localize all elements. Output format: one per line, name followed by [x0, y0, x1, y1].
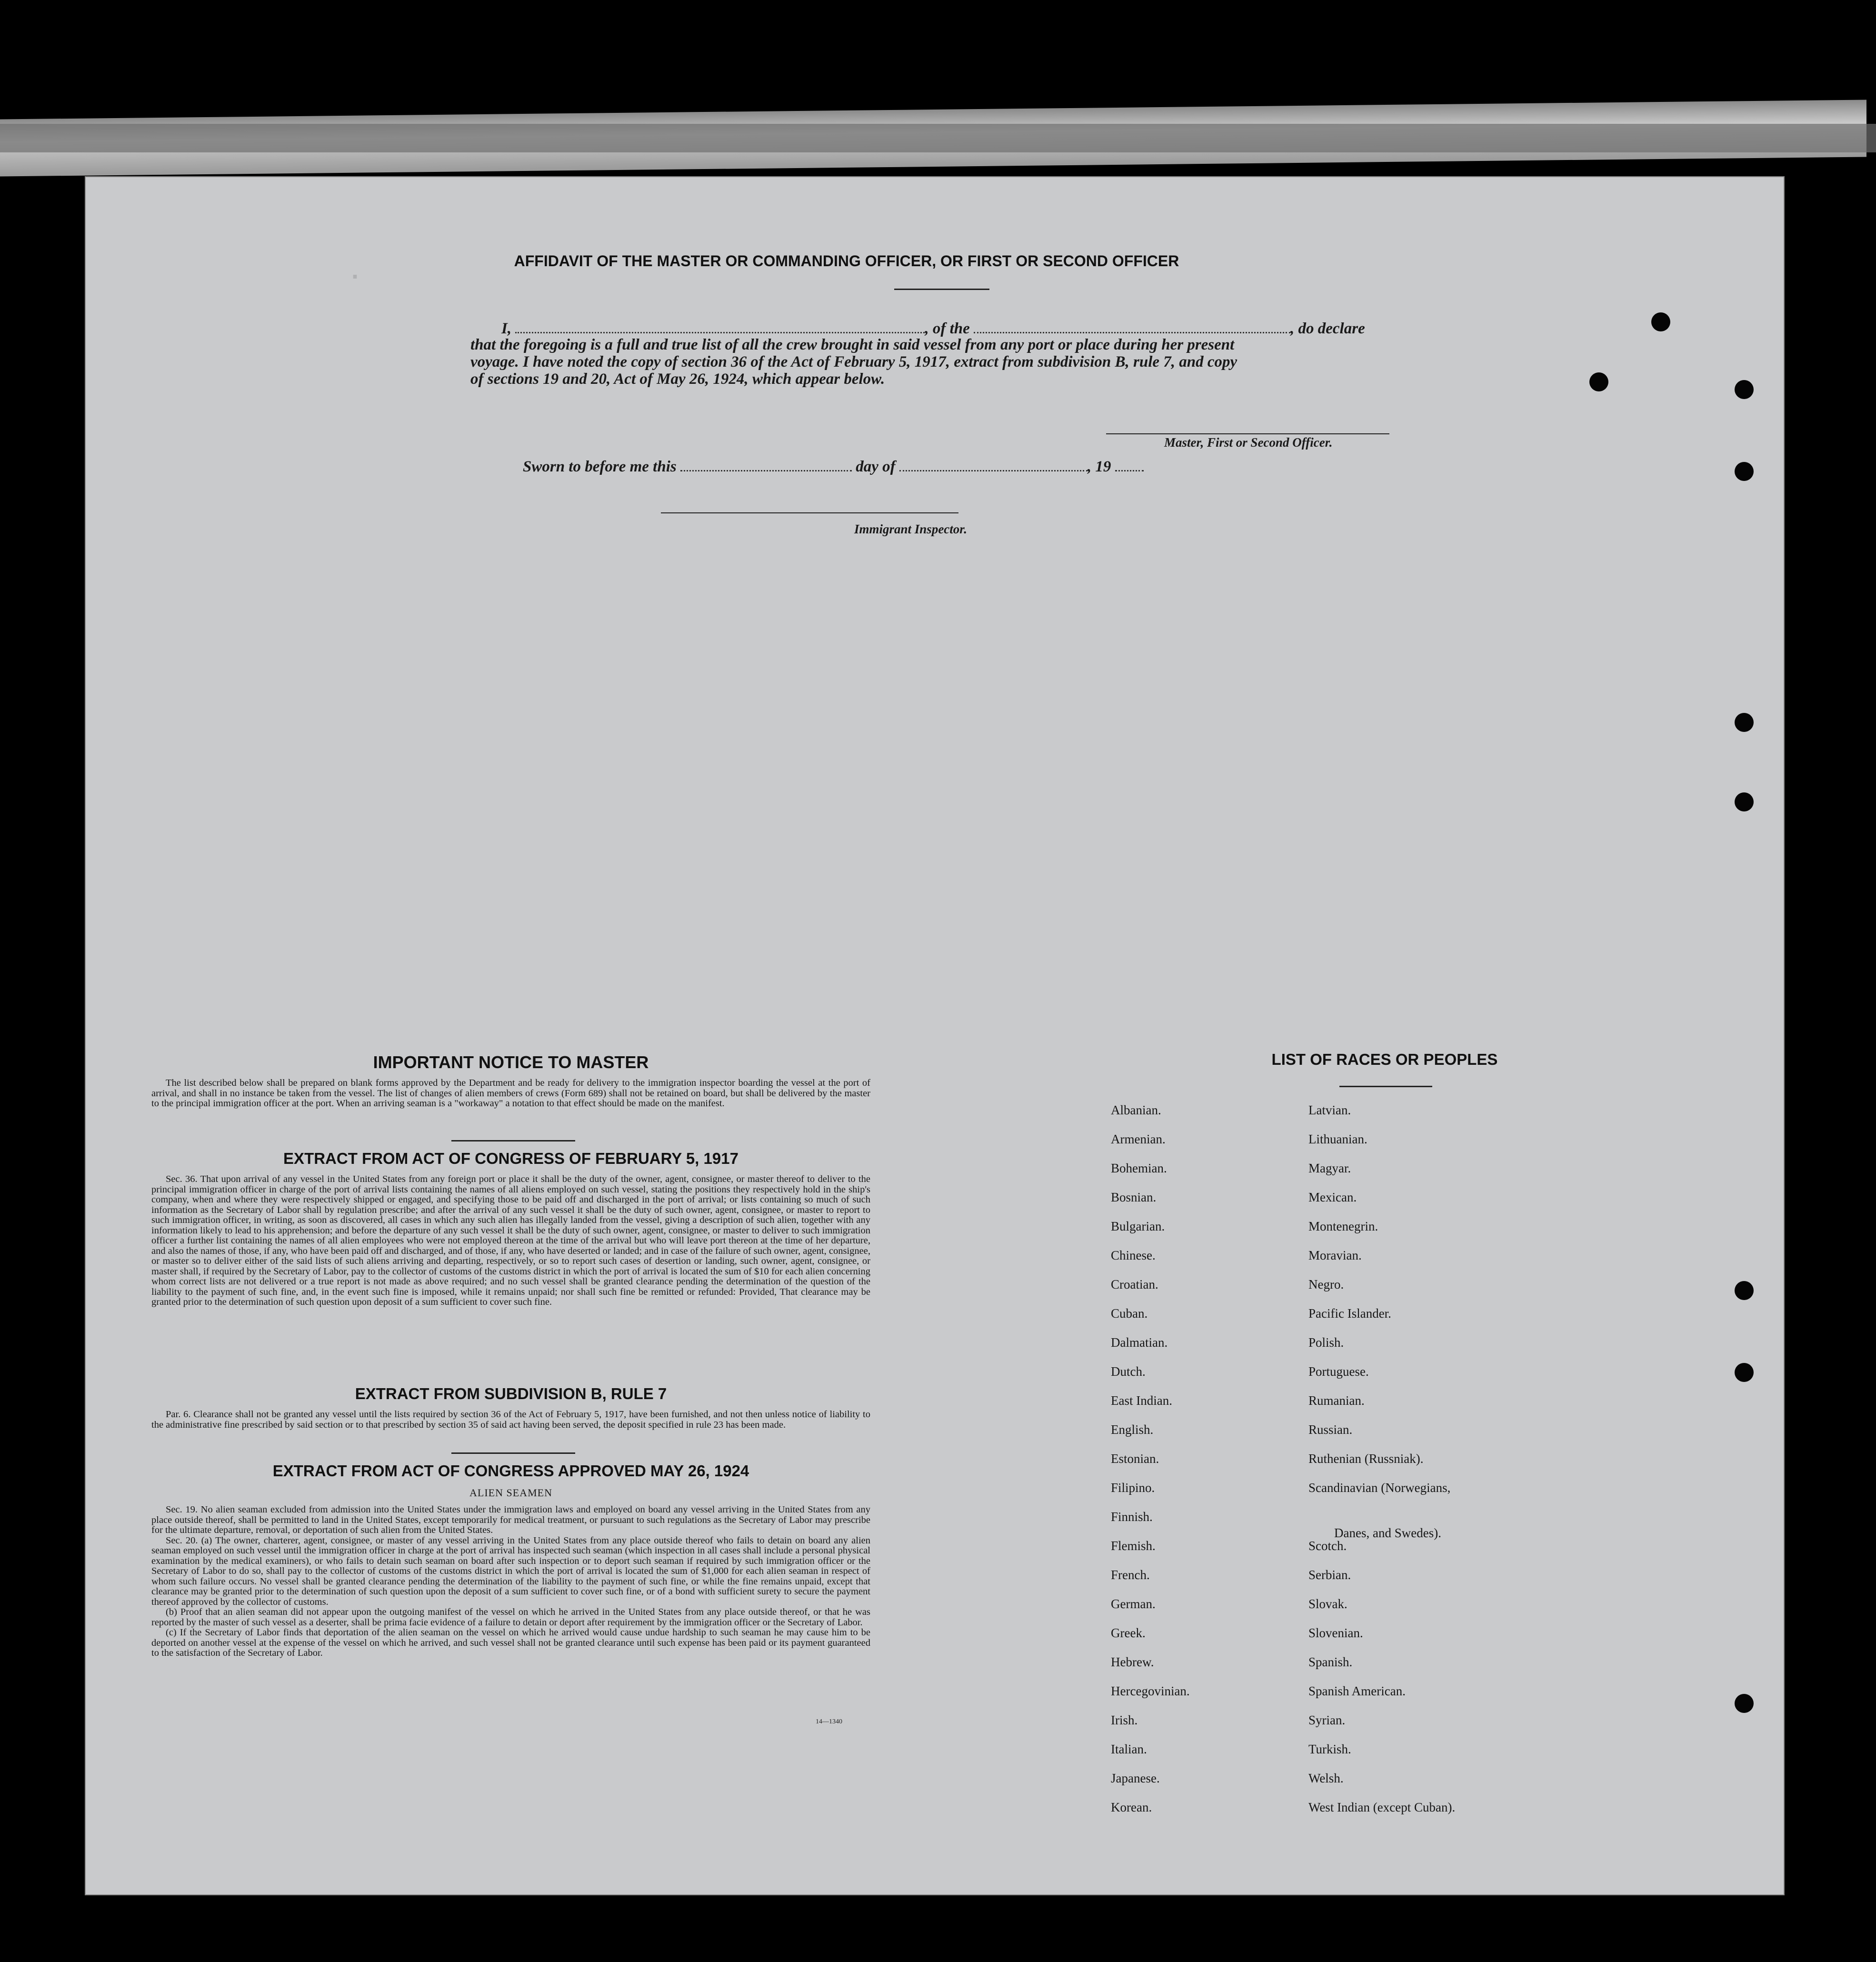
race-item: Dutch.	[1111, 1364, 1146, 1379]
race-item: Negro.	[1308, 1277, 1344, 1291]
race-item: Bulgarian.	[1111, 1219, 1165, 1233]
race-item: East Indian.	[1111, 1393, 1172, 1408]
binder-hole	[1735, 792, 1754, 811]
race-item: Polish.	[1308, 1335, 1344, 1350]
section-19: Sec. 19. No alien seaman excluded from admission into the United States under the immigration laws and employed on board any vessel arriving in the United States from any place outside thereof, shall be permitted to land in the United States, except temporarily for medical treatment, or pursuant to such regulations as the Secretary of Labor may prescribe for the ultimate departure, removal, or deportation of such alien from the United States.	[151, 1504, 870, 1535]
extract-1924-text	[151, 1505, 870, 1659]
extract-1917-title: EXTRACT FROM ACT OF CONGRESS OF FEBRUARY 5, 1917	[283, 1150, 738, 1167]
race-item: Mexican.	[1308, 1190, 1357, 1204]
document-page	[85, 176, 1785, 1895]
binder-hole	[1735, 1281, 1754, 1300]
divider	[451, 1452, 575, 1454]
race-item: Cuban.	[1111, 1306, 1148, 1321]
race-item: Spanish American.	[1308, 1684, 1406, 1698]
race-item: Turkish.	[1308, 1742, 1351, 1756]
notice-title: IMPORTANT NOTICE TO MASTER	[373, 1052, 649, 1072]
race-item: Russian.	[1308, 1422, 1353, 1437]
race-item: Welsh.	[1308, 1771, 1344, 1785]
master-signature-caption: Master, First or Second Officer.	[1164, 435, 1333, 450]
race-item: Ruthenian (Russniak).	[1308, 1451, 1424, 1466]
race-item: Magyar.	[1308, 1161, 1351, 1175]
race-item: Irish.	[1111, 1713, 1138, 1727]
race-item: Serbian.	[1308, 1568, 1351, 1582]
affidavit-title: AFFIDAVIT OF THE MASTER OR COMMANDING OFFICER, OR FIRST OR SECOND OFFICER	[514, 252, 1179, 270]
race-item: Filipino.	[1111, 1481, 1155, 1495]
bleed-through-mark: ·	[351, 262, 360, 291]
race-item: Hebrew.	[1111, 1655, 1154, 1669]
sworn-day-blank[interactable]	[680, 467, 852, 471]
race-item: Flemish.	[1111, 1539, 1156, 1553]
race-item: French.	[1111, 1568, 1150, 1582]
race-item: Hercegovinian.	[1111, 1684, 1190, 1698]
section-20b: (b) Proof that an alien seaman did not appear upon the outgoing manifest of the vessel on which he arrived in the United States from any place outside thereof, or that he was reported by the master of such vessel as a deserter, shall be prima facie evidence of a failure to detain or deport after requirement by the immigration officer or the Secretary of Labor.	[151, 1607, 870, 1628]
race-item: English.	[1111, 1422, 1154, 1437]
affidavit-line-2: that the foregoing is a full and true list of all the crew brought in said vessel from any port or place during her present	[470, 336, 1235, 353]
notice-text: The list described below shall be prepared on blank forms approved by the Department and be ready for delivery to the immigration inspector boarding the vessel at the port of arrival, and shall in no instance be taken from the vessel. The list of changes of alien members of crews (Form 689) shall not be retained on board, but shall be delivered by the master to the principal immigration officer at the port. When an arriving seaman is a "workaway" a notation to that effect should be made on the manifest.	[151, 1078, 870, 1109]
race-item: Syrian.	[1308, 1713, 1346, 1727]
race-item: Chinese.	[1111, 1248, 1156, 1262]
race-item: German.	[1111, 1597, 1156, 1611]
race-item: Armenian.	[1111, 1132, 1166, 1146]
binder-hole	[1735, 1363, 1754, 1382]
rule-7-title: EXTRACT FROM SUBDIVISION B, RULE 7	[355, 1385, 667, 1402]
binder-hole	[1735, 462, 1754, 481]
race-item: Danes, and Swedes).	[1334, 1526, 1441, 1540]
race-item: Pacific Islander.	[1308, 1306, 1391, 1321]
race-item: Italian.	[1111, 1742, 1147, 1756]
race-item: Bosnian.	[1111, 1190, 1157, 1204]
divider	[1339, 1086, 1432, 1087]
race-item: Portuguese.	[1308, 1364, 1369, 1379]
race-item: Korean.	[1111, 1800, 1152, 1814]
divider	[451, 1140, 575, 1141]
race-item: Latvian.	[1308, 1103, 1351, 1117]
race-item: Finnish.	[1111, 1510, 1153, 1524]
underlying-sheet-shadow	[0, 124, 1876, 152]
inspector-signature-caption: Immigrant Inspector.	[854, 522, 968, 536]
race-item: Slovak.	[1308, 1597, 1347, 1611]
race-item: Dalmatian.	[1111, 1335, 1168, 1350]
binder-hole	[1589, 372, 1608, 391]
divider	[894, 289, 989, 290]
inspector-signature-line[interactable]	[661, 512, 958, 513]
race-item: Greek.	[1111, 1626, 1146, 1640]
race-item: Albanian.	[1111, 1103, 1161, 1117]
affidavit-line-3: voyage. I have noted the copy of section 36 of the Act of February 5, 1917, extract from subdivision B, rule 7, and copy	[470, 353, 1237, 370]
race-item: Scotch.	[1308, 1539, 1347, 1553]
affidavit-declaration-line: I, , of the , do declare	[501, 320, 1365, 337]
race-item: West Indian (except Cuban).	[1308, 1800, 1456, 1814]
affidavit-line-4: of sections 19 and 20, Act of May 26, 1924, which appear below.	[470, 370, 885, 388]
sworn-line: Sworn to before me this day of , 19	[523, 458, 1144, 476]
binder-hole	[1735, 713, 1754, 732]
section-20c: (c) If the Secretary of Labor finds that deportation of the alien seaman on the vessel on which he arrived would cause undue hardship to such seaman he may cause him to be deported on another vessel at the expense of the vessel on which he arrived, and such vessel shall not be granted clearance until such expense has been paid or its payment guaranteed to the satisfaction of the Secretary of Labor.	[151, 1627, 870, 1658]
race-item: Spanish.	[1308, 1655, 1353, 1669]
race-item: Montenegrin.	[1308, 1219, 1378, 1233]
master-signature-line[interactable]	[1106, 433, 1389, 434]
races-title: LIST OF RACES OR PEOPLES	[1271, 1051, 1498, 1068]
race-item: Scandinavian (Norwegians,	[1308, 1481, 1451, 1495]
race-item: Lithuanian.	[1308, 1132, 1367, 1146]
binder-hole	[1735, 380, 1754, 399]
race-item: Japanese.	[1111, 1771, 1160, 1785]
binder-hole	[1735, 1694, 1754, 1713]
race-item: Moravian.	[1308, 1248, 1362, 1262]
race-item: Bohemian.	[1111, 1161, 1167, 1175]
race-item: Rumanian.	[1308, 1393, 1365, 1408]
binder-hole	[1651, 312, 1670, 331]
race-item: Estonian.	[1111, 1451, 1159, 1466]
name-blank[interactable]	[515, 329, 925, 333]
alien-seamen-subtitle: ALIEN SEAMEN	[469, 1487, 552, 1499]
race-item: Slovenian.	[1308, 1626, 1363, 1640]
vessel-blank[interactable]	[974, 329, 1290, 333]
race-item: Croatian.	[1111, 1277, 1158, 1291]
extract-1917-text: Sec. 36. That upon arrival of any vessel in the United States from any foreign port or place it shall be the duty of the owner, agent, consignee, or master thereof to deliver to the principal immigration officer in charge of the port of arrival lists containing the names of all aliens employed on such vessel, stating the positions they respectively hold in the ship's company, when and where they were respectively shipped or engaged, and specifying those to be paid off and discharged in the port of arrival; or lists containing so much of such information as the Secretary of Labor shall by regulation prescribe; and after the arrival of any such vessel it shall be the duty of such owner, agent, consignee, or master to report to such immigration officer, in writing, as soon as discovered, all cases in which any such alien has illegally landed from the vessel, giving a description of such alien, together with any information likely to lead to his apprehension; and before the departure of any such vessel it shall be the duty of such owner, agent, consignee, or master to deliver to such immigration officer a further list containing the names of all alien employees who were not employed thereon at the time of the arrival but who will leave port thereon at the time of her departure, and also the names of those, if any, who have been paid off and discharged, and of those, if any, who have deserted or landed; and in case of the failure of such owner, agent, consignee, or master so to deliver either of the said lists of such aliens arriving and departing, respectively, or so to report such cases of desertion or landing, such owner, agent, consignee, or master shall, if required by the Secretary of Labor, pay to the collector of customs of the customs district in which the port of arrival is located the sum of $10 for each alien concerning whom correct lists are not delivered or a true report is not made as above required; and no such vessel shall be granted clearance pending the determination of the question of the liability to the payment of such fine, and, in the event such fine is imposed, while it remains unpaid; nor shall such fine be remitted or refunded: Provided, That clearance may be granted prior to the determination of such question upon deposit of a sum sufficient to cover such fine.	[151, 1174, 870, 1307]
section-20a: Sec. 20. (a) The owner, charterer, agent, consignee, or master of any vessel arriving in the United States from any place outside thereof who fails to detain on board any alien seaman employed on such vessel until the immigration officer in charge at the port of arrival has inspected such seaman (which inspection in all cases shall include a personal physical examination by the medical examiners), or who fails to detain such seaman on board after such inspection or to deport such seaman if required by such immigration officer or the Secretary of Labor to do so, shall pay to the collector of customs of the customs district in which the port of arrival is located the sum of $1,000 for each alien seaman in respect of whom such failure occurs. No vessel shall be granted clearance pending the determination of the liability to the payment of such fine, or while the fine remains unpaid, except that clearance may be granted prior to the determination of such question upon the deposit of a sum sufficient to cover such fine, or of a bond with sufficient surety to secure the payment thereof approved by the collector of customs.	[151, 1535, 870, 1607]
extract-1924-title: EXTRACT FROM ACT OF CONGRESS APPROVED MAY 26, 1924	[272, 1462, 749, 1480]
rule-7-text: Par. 6. Clearance shall not be granted any vessel until the lists required by section 36 of the Act of February 5, 1917, have been furnished, and not then unless notice of liability to the administrative fine prescribed by said section or to that prescribed by section 35 of said act having been served, the deposit specified in rule 23 has been made.	[151, 1409, 870, 1430]
form-number: 14—1340	[816, 1718, 842, 1725]
sworn-year-blank[interactable]	[1115, 467, 1144, 471]
sworn-month-blank[interactable]	[899, 467, 1088, 471]
